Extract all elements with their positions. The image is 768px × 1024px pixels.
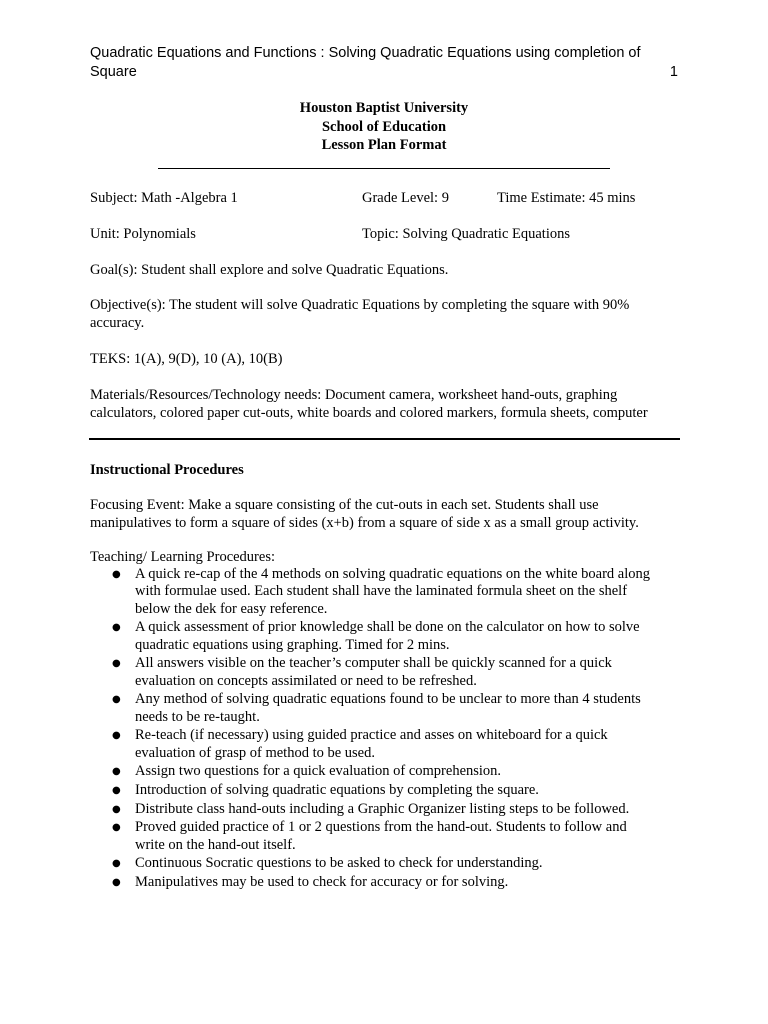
list-item-line: Continuous Socratic questions to be asked to check for understanding. (135, 855, 543, 872)
list-item-line: A quick assessment of prior knowledge shall be done on the calculator on how to solve (135, 619, 640, 636)
bullet-icon: ● (112, 785, 121, 796)
bullet-icon: ● (112, 766, 121, 778)
list-item-line: A quick re-cap of the 4 methods on solving quadratic equations on the white board along (135, 566, 651, 582)
list-item (90, 727, 680, 762)
bullet-icon: ● (112, 876, 121, 888)
unit-field: Unit: Polynomials (90, 226, 196, 242)
page-number: 1 (669, 64, 678, 80)
bullet-icon: ● (112, 803, 121, 815)
list-item-line: Re-teach (if necessary) using guided practice and asses on whiteboard for a quick (135, 727, 608, 744)
list-item (90, 855, 680, 872)
bullet-icon: ● (112, 730, 121, 742)
list-item-line: evaluation on concepts assimilated or need to be refreshed. (135, 672, 477, 689)
list-item (90, 819, 680, 854)
document-title (0, 99, 768, 155)
header-title-line2-row (90, 63, 678, 82)
procedures-list (90, 566, 680, 892)
list-item-line: Distribute class hand-outs including a Graphic Organizer listing steps to be followed. (135, 800, 630, 817)
list-item (90, 691, 680, 726)
instructional-procedures-heading: Instructional Procedures (90, 462, 244, 478)
list-item-line: quadratic equations using graphing. Timed for 2 mins. (135, 636, 450, 653)
list-item-line: evaluation of grasp of method to be used. (135, 744, 375, 761)
bullet-icon: ● (112, 822, 121, 834)
header-title-line1: Quadratic Equations and Functions : Solving Quadratic Equations using completion of (90, 45, 641, 61)
header-title-line2: Square (90, 64, 137, 80)
school-name: School of Education (321, 118, 447, 135)
list-item-line: Manipulatives may be used to check for accuracy or for solving. (135, 873, 509, 890)
materials-line2: calculators, colored paper cut-outs, white boards and colored markers, formula sheets, computer (90, 405, 648, 421)
section-divider (89, 438, 680, 440)
bullet-icon: ● (112, 694, 121, 706)
materials-line1: Materials/Resources/Technology needs: Document camera, worksheet hand-outs, graphing (90, 387, 618, 403)
list-item (90, 619, 680, 654)
bullet-icon: ● (112, 658, 121, 670)
subject-field: Subject: Math -Algebra 1 (90, 190, 238, 206)
list-item-line: Proved guided practice of 1 or 2 questions from the hand-out. Students to follow and (135, 819, 627, 836)
teaching-procedures-heading: Teaching/ Learning Procedures: (90, 549, 275, 565)
grade-level-field: Grade Level: 9 (362, 190, 449, 206)
teks-text: TEKS: 1(A), 9(D), 10 (A), 10(B) (90, 351, 283, 367)
objectives-line2: accuracy. (90, 315, 145, 331)
university-name: Houston Baptist University (299, 100, 469, 116)
goals-text: Goal(s): Student shall explore and solve Quadratic Equations. (90, 262, 449, 278)
running-header (90, 44, 678, 82)
list-item (90, 566, 680, 618)
focusing-event-line2: manipulatives to form a square of sides (x+b) from a square of side x as a small group activity. (90, 515, 639, 531)
list-item (90, 782, 680, 799)
list-item-line: Any method of solving quadratic equations found to be unclear to more than 4 students (135, 691, 641, 708)
list-item-line: Introduction of solving quadratic equations by completing the square. (135, 782, 539, 798)
materials-text (90, 386, 690, 422)
format-name: Lesson Plan Format (321, 137, 447, 153)
list-item-line: Assign two questions for a quick evaluation of comprehension. (135, 763, 502, 780)
objectives-line1: Objective(s): The student will solve Quadratic Equations by completing the square with 90% (90, 297, 630, 313)
list-item-line: All answers visible on the teacher’s computer shall be quickly scanned for a quick (135, 655, 612, 672)
focusing-event-line1: Focusing Event: Make a square consisting of the cut-outs in each set. Students shall use (90, 497, 599, 513)
bullet-icon: ● (112, 569, 121, 580)
list-item (90, 874, 680, 891)
title-divider (158, 168, 610, 169)
list-item (90, 763, 680, 780)
bullet-icon: ● (112, 622, 121, 634)
list-item (90, 655, 680, 690)
list-item-line: with formulae used. Each student shall have the laminated formula sheet on the shelf (135, 583, 628, 600)
list-item (90, 801, 680, 818)
objectives-text (90, 296, 675, 332)
focusing-event-text (90, 496, 690, 532)
topic-field: Topic: Solving Quadratic Equations (362, 226, 570, 242)
bullet-icon: ● (112, 858, 121, 870)
list-item-line: below the dek for easy reference. (135, 600, 328, 617)
list-item-line: write on the hand-out itself. (135, 836, 296, 853)
time-estimate-field: Time Estimate: 45 mins (497, 190, 636, 206)
list-item-line: needs to be re-taught. (135, 708, 260, 725)
